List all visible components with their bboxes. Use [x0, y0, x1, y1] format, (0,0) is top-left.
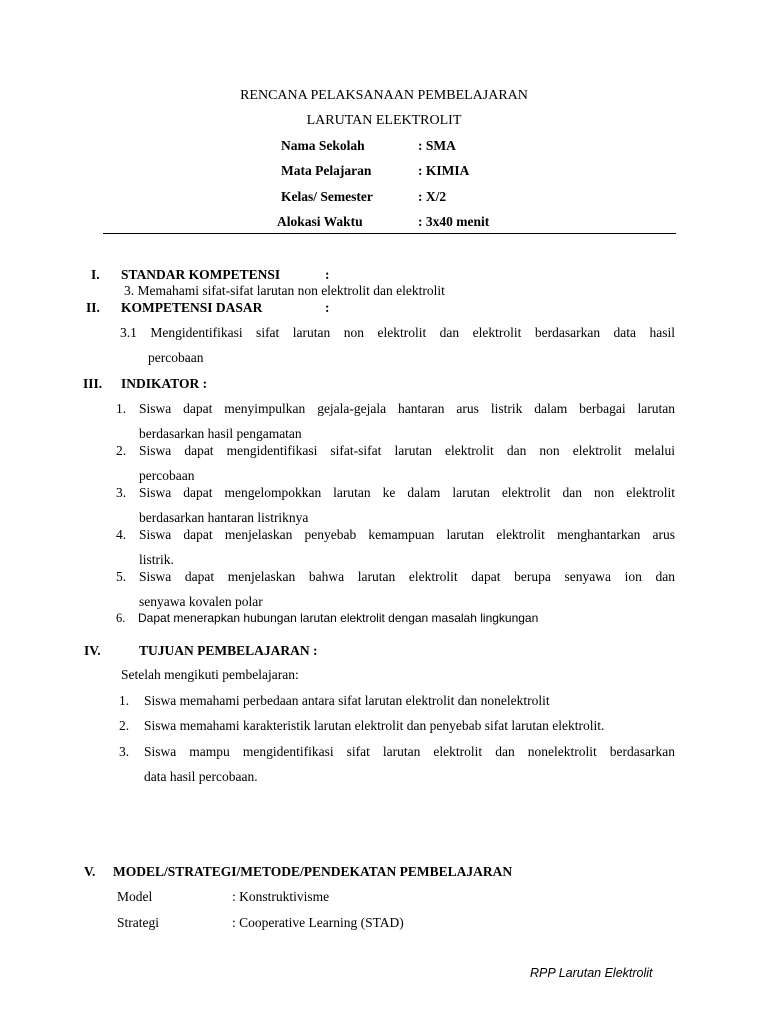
sec4-intro: Setelah mengikuti pembelajaran: — [121, 667, 299, 682]
strategy-label: Strategi — [117, 915, 159, 930]
sec1-number: I. — [91, 267, 100, 282]
strategy-value: : Cooperative Learning (STAD) — [232, 915, 404, 930]
indicator-4-line1: Siswa dapat menjelaskan penyebab kemampuan larutan elektrolit menghantarkan arus — [139, 527, 675, 542]
info-label-time: Alokasi Waktu — [277, 214, 363, 229]
indicator-2-line2: percobaan — [139, 468, 195, 483]
indicator-5-line1: Siswa dapat menjelaskan bahwa larutan elektrolit dapat berupa senyawa ion dan — [139, 569, 675, 584]
indicator-6-line1: Dapat menerapkan hubungan larutan elektrolit dengan masalah lingkungan — [138, 611, 539, 625]
sec2-item-line1: 3.1 Mengidentifikasi sifat larutan non elektrolit dan elektrolit berdasarkan data hasil — [120, 325, 675, 340]
sec5-title: MODEL/STRATEGI/METODE/PENDEKATAN PEMBELAJARAN — [113, 864, 513, 879]
indicator-6-number: 6. — [116, 611, 126, 625]
sec4-number: IV. — [84, 643, 101, 658]
sec1-item: 3. Memahami sifat-sifat larutan non elektrolit dan elektrolit — [124, 283, 445, 298]
info-value-subject: : KIMIA — [418, 163, 470, 178]
info-label-school: Nama Sekolah — [281, 138, 365, 153]
sec2-title: KOMPETENSI DASAR — [121, 300, 263, 315]
info-value-school: : SMA — [418, 138, 456, 153]
sec3-title: INDIKATOR : — [121, 376, 208, 391]
indicator-3-number: 3. — [116, 485, 127, 500]
page-footer: RPP Larutan Elektrolit — [530, 966, 653, 980]
sec2-item-line2: percobaan — [148, 350, 204, 365]
goal-3-line1: Siswa mampu mengidentifikasi sifat larutan elektrolit dan nonelektrolit berdasarkan — [144, 744, 675, 759]
indicator-4-number: 4. — [116, 527, 127, 542]
sec1-title: STANDAR KOMPETENSI — [121, 267, 281, 282]
indicator-5-number: 5. — [116, 569, 127, 584]
indicator-4-line2: listrik. — [139, 552, 174, 567]
goal-2-number: 2. — [119, 718, 130, 733]
indicator-2-number: 2. — [116, 443, 127, 458]
header-divider — [103, 233, 676, 234]
model-value: : Konstruktivisme — [232, 889, 330, 904]
info-label-class: Kelas/ Semester — [281, 189, 373, 204]
goal-3-line2: data hasil percobaan. — [144, 769, 258, 784]
sec3-number: III. — [83, 376, 103, 391]
indicator-3-line1: Siswa dapat mengelompokkan larutan ke dalam larutan elektrolit dan non elektrolit — [139, 485, 675, 500]
indicator-3-line2: berdasarkan hantaran listriknya — [139, 510, 309, 525]
info-value-class: : X/2 — [418, 189, 447, 204]
sec4-title: TUJUAN PEMBELAJARAN : — [139, 643, 318, 658]
sec2-number: II. — [86, 300, 100, 315]
model-label: Model — [117, 889, 153, 904]
indicator-1-number: 1. — [116, 401, 127, 416]
info-label-subject: Mata Pelajaran — [281, 163, 372, 178]
info-value-time: : 3x40 menit — [418, 214, 490, 229]
goal-3-number: 3. — [119, 744, 130, 759]
indicator-1-line2: berdasarkan hasil pengamatan — [139, 426, 302, 441]
document-subtitle: LARUTAN ELEKTROLIT — [306, 113, 462, 128]
sec5-number: V. — [84, 864, 96, 879]
sec1-colon: : — [325, 267, 330, 282]
goal-1-number: 1. — [119, 693, 130, 708]
indicator-1-line1: Siswa dapat menyimpulkan gejala-gejala hantaran arus listrik dalam berbagai larutan — [139, 401, 675, 416]
document-title: RENCANA PELAKSANAAN PEMBELAJARAN — [240, 88, 528, 103]
indicator-5-line2: senyawa kovalen polar — [139, 594, 263, 609]
goal-1-line1: Siswa memahami perbedaan antara sifat larutan elektrolit dan nonelektrolit — [144, 693, 550, 708]
sec2-colon: : — [325, 300, 330, 315]
indicator-2-line1: Siswa dapat mengidentifikasi sifat-sifat larutan elektrolit dan non elektrolit melalui — [139, 443, 675, 458]
goal-2-line1: Siswa memahami karakteristik larutan elektrolit dan penyebab sifat larutan elektrolit. — [144, 718, 605, 733]
